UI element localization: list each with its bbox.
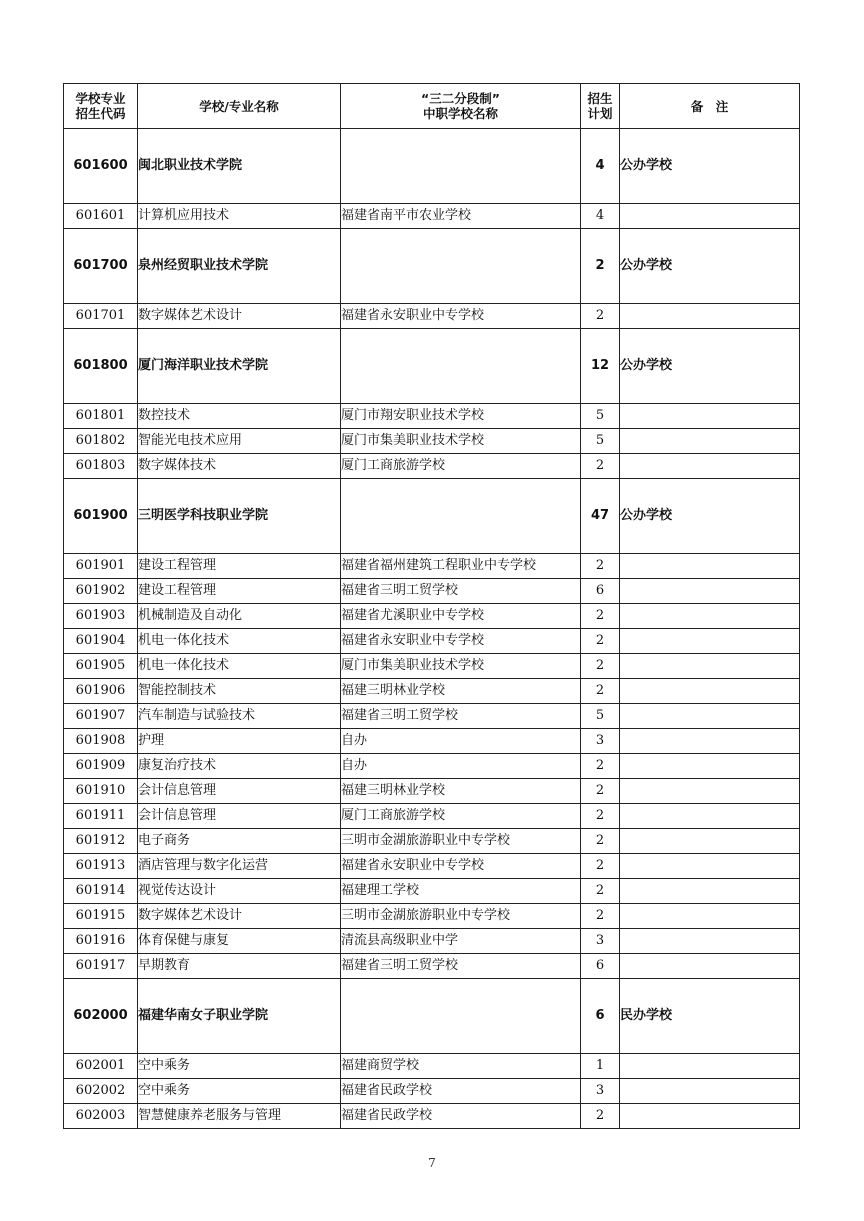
code-cell: 601911: [64, 804, 138, 829]
major-name-cell: 汽车制造与试验技术: [138, 704, 341, 729]
secondary-school-cell: 福建省三明工贸学校: [341, 704, 581, 729]
secondary-school-cell: [341, 479, 581, 554]
institution-name-cell: 福建华南女子职业学院: [138, 979, 341, 1054]
code-cell: 601901: [64, 554, 138, 579]
secondary-school-cell: [341, 129, 581, 204]
major-row: [64, 929, 800, 954]
plan-count-cell: 2: [581, 454, 620, 479]
major-name-cell: 电子商务: [138, 829, 341, 854]
major-name-cell: 康复治疗技术: [138, 754, 341, 779]
code-cell: 601907: [64, 704, 138, 729]
code-cell: 601801: [64, 404, 138, 429]
major-name-cell: 智慧健康养老服务与管理: [138, 1104, 341, 1129]
major-row: [64, 604, 800, 629]
secondary-school-cell: 厦门市翔安职业技术学校: [341, 404, 581, 429]
major-row: [64, 654, 800, 679]
secondary-school-cell: [341, 979, 581, 1054]
major-row: [64, 854, 800, 879]
major-name-cell: 空中乘务: [138, 1054, 341, 1079]
major-name-cell: 机电一体化技术: [138, 629, 341, 654]
secondary-school-cell: 福建省永安职业中专学校: [341, 854, 581, 879]
major-row: [64, 1104, 800, 1129]
code-cell: 601900: [64, 479, 138, 554]
major-name-cell: 智能光电技术应用: [138, 429, 341, 454]
remark-cell: [620, 704, 800, 729]
major-row: [64, 404, 800, 429]
remark-cell: [620, 554, 800, 579]
plan-count-cell: 2: [581, 904, 620, 929]
major-row: [64, 904, 800, 929]
institution-name-cell: 闽北职业技术学院: [138, 129, 341, 204]
remark-cell: [620, 854, 800, 879]
major-row: [64, 754, 800, 779]
secondary-school-cell: 福建省三明工贸学校: [341, 579, 581, 604]
secondary-school-cell: 福建省民政学校: [341, 1079, 581, 1104]
institution-name-cell: 泉州经贸职业技术学院: [138, 229, 341, 304]
code-cell: 601912: [64, 829, 138, 854]
secondary-school-cell: 福建理工学校: [341, 879, 581, 904]
secondary-school-cell: 福建省三明工贸学校: [341, 954, 581, 979]
remark-cell: [620, 1054, 800, 1079]
code-cell: 602000: [64, 979, 138, 1054]
remark-cell: [620, 904, 800, 929]
remark-cell: [620, 604, 800, 629]
remark-cell: [620, 1079, 800, 1104]
remark-cell: [620, 404, 800, 429]
plan-count-cell: 3: [581, 729, 620, 754]
major-row: [64, 779, 800, 804]
institution-name-cell: 三明医学科技职业学院: [138, 479, 341, 554]
remark-cell: 公办学校: [620, 129, 800, 204]
plan-count-cell: 5: [581, 404, 620, 429]
secondary-school-cell: 福建省民政学校: [341, 1104, 581, 1129]
plan-count-cell: 3: [581, 1079, 620, 1104]
major-name-cell: 体育保健与康复: [138, 929, 341, 954]
code-cell: 601910: [64, 779, 138, 804]
plan-count-cell: 2: [581, 879, 620, 904]
major-row: [64, 879, 800, 904]
secondary-school-cell: 福建商贸学校: [341, 1054, 581, 1079]
major-name-cell: 空中乘务: [138, 1079, 341, 1104]
major-row: [64, 1054, 800, 1079]
major-row: [64, 304, 800, 329]
remark-cell: [620, 754, 800, 779]
remark-cell: [620, 879, 800, 904]
code-cell: 601915: [64, 904, 138, 929]
major-row: [64, 829, 800, 854]
institution-row: [64, 329, 800, 404]
table-body: [64, 129, 800, 1129]
remark-cell: [620, 204, 800, 229]
remark-cell: [620, 1104, 800, 1129]
secondary-school-cell: 福建省南平市农业学校: [341, 204, 581, 229]
major-name-cell: 护理: [138, 729, 341, 754]
institution-row: [64, 229, 800, 304]
plan-count-cell: 6: [581, 954, 620, 979]
remark-cell: [620, 454, 800, 479]
plan-count-cell: 2: [581, 854, 620, 879]
remark-cell: 公办学校: [620, 479, 800, 554]
code-cell: 601903: [64, 604, 138, 629]
secondary-school-cell: 厦门工商旅游学校: [341, 804, 581, 829]
secondary-school-cell: 厦门市集美职业技术学校: [341, 429, 581, 454]
code-cell: 601913: [64, 854, 138, 879]
code-cell: 601905: [64, 654, 138, 679]
secondary-school-cell: 自办: [341, 754, 581, 779]
secondary-school-cell: 三明市金湖旅游职业中专学校: [341, 829, 581, 854]
code-cell: 601700: [64, 229, 138, 304]
plan-count-cell: 3: [581, 929, 620, 954]
secondary-school-cell: [341, 229, 581, 304]
major-name-cell: 早期教育: [138, 954, 341, 979]
remark-cell: [620, 779, 800, 804]
remark-cell: [620, 929, 800, 954]
secondary-school-cell: 自办: [341, 729, 581, 754]
plan-count-cell: 6: [581, 979, 620, 1054]
plan-count-cell: 2: [581, 779, 620, 804]
major-row: [64, 954, 800, 979]
plan-count-cell: 4: [581, 204, 620, 229]
code-cell: 601701: [64, 304, 138, 329]
remark-cell: [620, 954, 800, 979]
major-name-cell: 数字媒体技术: [138, 454, 341, 479]
remark-cell: 公办学校: [620, 329, 800, 404]
secondary-school-cell: 福建省永安职业中专学校: [341, 304, 581, 329]
major-name-cell: 视觉传达设计: [138, 879, 341, 904]
code-cell: 602003: [64, 1104, 138, 1129]
page-number: 7: [428, 1156, 436, 1170]
plan-count-cell: 2: [581, 304, 620, 329]
code-cell: 601909: [64, 754, 138, 779]
code-cell: 601600: [64, 129, 138, 204]
major-name-cell: 机电一体化技术: [138, 654, 341, 679]
code-cell: 601906: [64, 679, 138, 704]
institution-row: [64, 479, 800, 554]
remark-cell: 公办学校: [620, 229, 800, 304]
header-plan: 招生 计划: [581, 84, 620, 129]
secondary-school-cell: 清流县高级职业中学: [341, 929, 581, 954]
code-cell: 601914: [64, 879, 138, 904]
remark-cell: [620, 804, 800, 829]
header-remark: 备 注: [620, 84, 800, 129]
major-row: [64, 454, 800, 479]
plan-count-cell: 2: [581, 679, 620, 704]
plan-count-cell: 2: [581, 629, 620, 654]
major-row: [64, 679, 800, 704]
plan-count-cell: 6: [581, 579, 620, 604]
major-row: [64, 729, 800, 754]
header-school: “三二分段制” 中职学校名称: [341, 84, 581, 129]
secondary-school-cell: 三明市金湖旅游职业中专学校: [341, 904, 581, 929]
code-cell: 601917: [64, 954, 138, 979]
code-cell: 601908: [64, 729, 138, 754]
institution-row: [64, 979, 800, 1054]
plan-count-cell: 2: [581, 829, 620, 854]
remark-cell: [620, 729, 800, 754]
table-header-row: [64, 84, 800, 129]
major-name-cell: 酒店管理与数字化运营: [138, 854, 341, 879]
major-name-cell: 数控技术: [138, 404, 341, 429]
institution-row: [64, 129, 800, 204]
plan-count-cell: 1: [581, 1054, 620, 1079]
enrollment-table: [63, 83, 800, 1129]
remark-cell: [620, 429, 800, 454]
major-row: [64, 629, 800, 654]
secondary-school-cell: 福建省永安职业中专学校: [341, 629, 581, 654]
major-name-cell: 建设工程管理: [138, 554, 341, 579]
major-row: [64, 804, 800, 829]
major-name-cell: 智能控制技术: [138, 679, 341, 704]
remark-cell: [620, 654, 800, 679]
plan-count-cell: 2: [581, 229, 620, 304]
code-cell: 601904: [64, 629, 138, 654]
remark-cell: 民办学校: [620, 979, 800, 1054]
code-cell: 601601: [64, 204, 138, 229]
secondary-school-cell: 福建省尤溪职业中专学校: [341, 604, 581, 629]
major-name-cell: 会计信息管理: [138, 779, 341, 804]
plan-count-cell: 2: [581, 654, 620, 679]
code-cell: 601803: [64, 454, 138, 479]
plan-count-cell: 2: [581, 554, 620, 579]
secondary-school-cell: 厦门工商旅游学校: [341, 454, 581, 479]
remark-cell: [620, 304, 800, 329]
major-row: [64, 204, 800, 229]
major-name-cell: 建设工程管理: [138, 579, 341, 604]
major-row: [64, 1079, 800, 1104]
major-row: [64, 429, 800, 454]
plan-count-cell: 5: [581, 429, 620, 454]
major-name-cell: 计算机应用技术: [138, 204, 341, 229]
major-name-cell: 机械制造及自动化: [138, 604, 341, 629]
secondary-school-cell: [341, 329, 581, 404]
plan-count-cell: 5: [581, 704, 620, 729]
remark-cell: [620, 629, 800, 654]
institution-name-cell: 厦门海洋职业技术学院: [138, 329, 341, 404]
code-cell: 601916: [64, 929, 138, 954]
secondary-school-cell: 福建三明林业学校: [341, 779, 581, 804]
secondary-school-cell: 厦门市集美职业技术学校: [341, 654, 581, 679]
code-cell: 601902: [64, 579, 138, 604]
header-name: 学校/专业名称: [138, 84, 341, 129]
plan-count-cell: 2: [581, 1104, 620, 1129]
plan-count-cell: 2: [581, 754, 620, 779]
remark-cell: [620, 829, 800, 854]
plan-count-cell: 4: [581, 129, 620, 204]
header-code: 学校专业 招生代码: [64, 84, 138, 129]
major-name-cell: 会计信息管理: [138, 804, 341, 829]
secondary-school-cell: 福建三明林业学校: [341, 679, 581, 704]
remark-cell: [620, 579, 800, 604]
major-row: [64, 554, 800, 579]
plan-count-cell: 2: [581, 804, 620, 829]
code-cell: 601802: [64, 429, 138, 454]
remark-cell: [620, 679, 800, 704]
code-cell: 601800: [64, 329, 138, 404]
major-row: [64, 704, 800, 729]
plan-count-cell: 2: [581, 604, 620, 629]
code-cell: 602002: [64, 1079, 138, 1104]
major-name-cell: 数字媒体艺术设计: [138, 304, 341, 329]
plan-count-cell: 12: [581, 329, 620, 404]
major-name-cell: 数字媒体艺术设计: [138, 904, 341, 929]
plan-count-cell: 47: [581, 479, 620, 554]
code-cell: 602001: [64, 1054, 138, 1079]
major-row: [64, 579, 800, 604]
secondary-school-cell: 福建省福州建筑工程职业中专学校: [341, 554, 581, 579]
